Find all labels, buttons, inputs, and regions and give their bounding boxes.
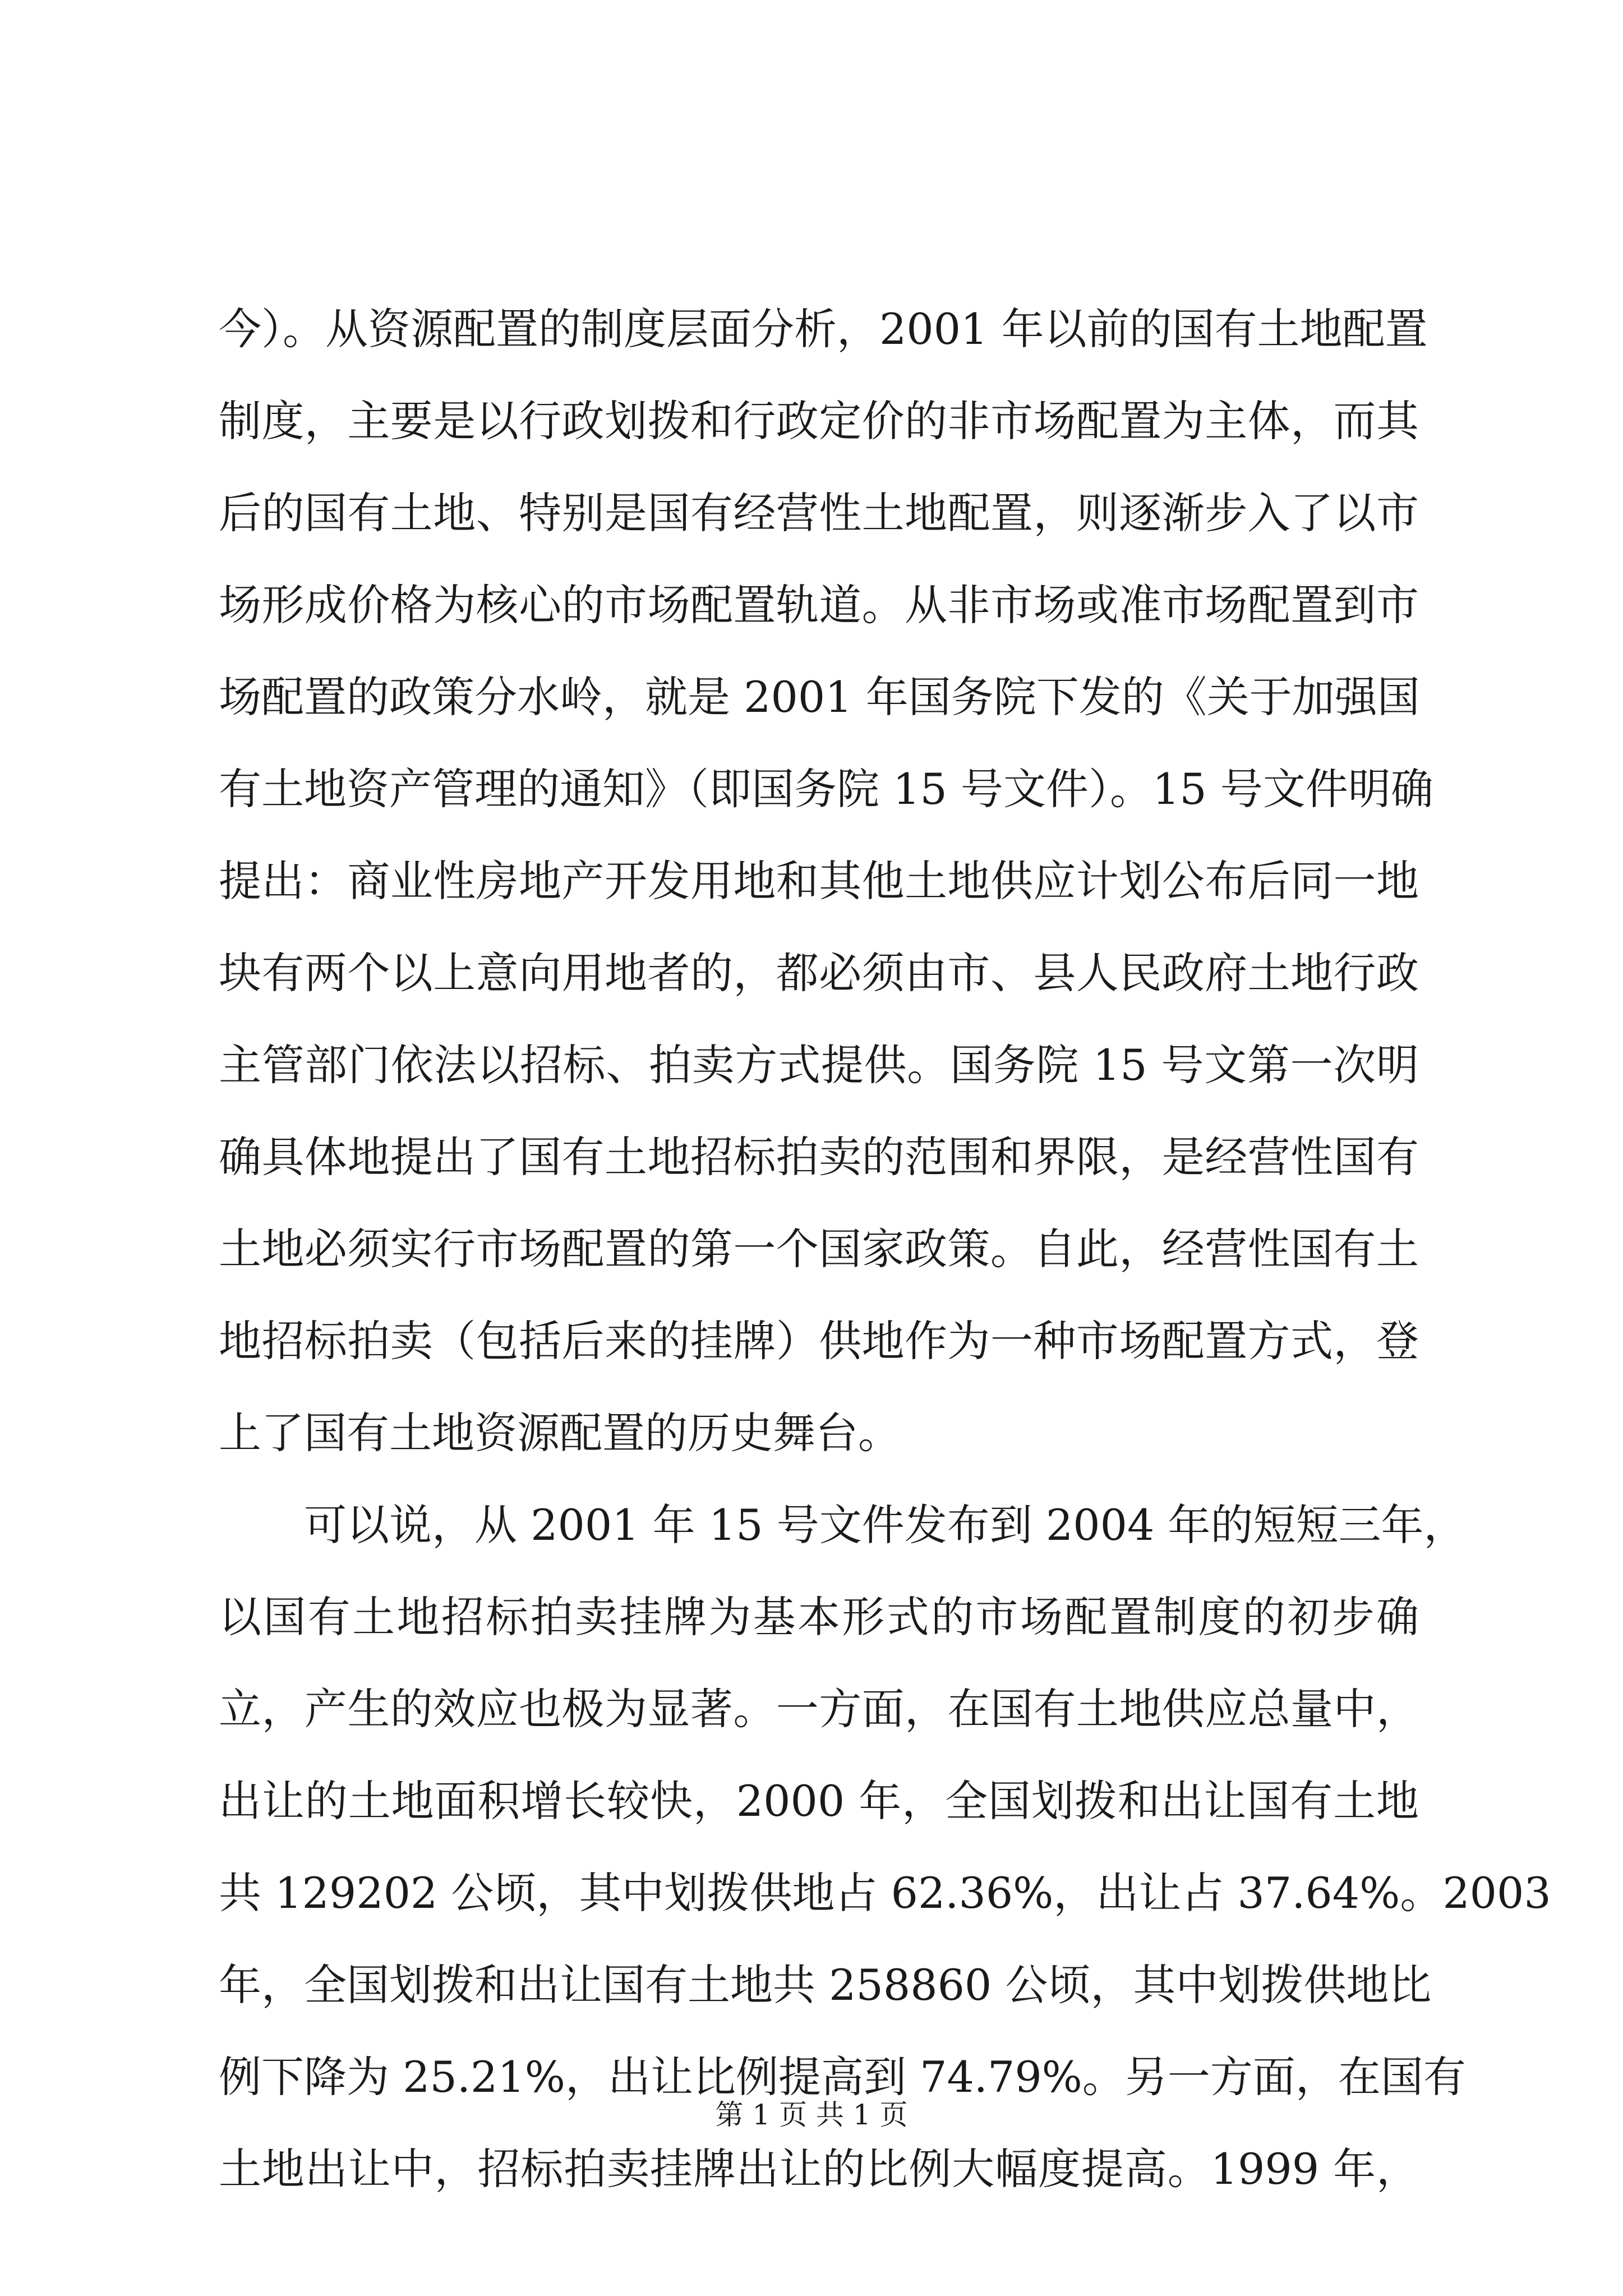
text-line: 地招标拍卖（包括后来的挂牌）供地作为一种市场配置方式，登 — [219, 1316, 1419, 1366]
text-line: 今）。从资源配置的制度层面分析，2001 年以前的国有土地配置 — [219, 304, 1428, 354]
text-line: 后的国有土地、特别是国有经营性土地配置，则逐渐步入了以市 — [219, 488, 1419, 538]
text-line: 可以说，从 2001 年 15 号文件发布到 2004 年的短短三年， — [304, 1500, 1467, 1550]
text-line: 以国有土地招标拍卖挂牌为基本形式的市场配置制度的初步确 — [219, 1592, 1419, 1642]
text-line: 上了国有土地资源配置的历史舞台。 — [219, 1408, 901, 1458]
text-line: 共 129202 公顷，其中划拨供地占 62.36%，出让占 37.64%。2003 — [219, 1868, 1551, 1918]
text-line: 有土地资产管理的通知》（即国务院 15 号文件）。15 号文件明确 — [219, 764, 1433, 814]
text-line: 出让的土地面积增长较快，2000 年，全国划拨和出让国有土地 — [219, 1776, 1419, 1826]
text-line: 土地出让中，招标拍卖挂牌出让的比例大幅度提高。1999 年， — [219, 2144, 1419, 2194]
text-line: 例下降为 25.21%，出让比例提高到 74.79%。另一方面，在国有 — [219, 2052, 1466, 2102]
text-line: 主管部门依法以招标、拍卖方式提供。国务院 15 号文第一次明 — [219, 1040, 1419, 1090]
page-footer: 第 1 页 共 1 页 — [715, 2099, 908, 2131]
paragraph — [219, 283, 1433, 1479]
text-line: 立，产生的效应也极为显著。一方面，在国有土地供应总量中， — [219, 1684, 1419, 1734]
text-line: 场形成价格为核心的市场配置轨道。从非市场或准市场配置到市 — [219, 580, 1419, 630]
text-line: 确具体地提出了国有土地招标拍卖的范围和界限，是经营性国有 — [219, 1132, 1419, 1182]
text-line: 场配置的政策分水岭，就是 2001 年国务院下发的《关于加强国 — [219, 672, 1420, 722]
text-line: 土地必须实行市场配置的第一个国家政策。自此，经营性国有土 — [219, 1224, 1419, 1274]
body-text — [219, 283, 1551, 2215]
text-line: 制度，主要是以行政划拨和行政定价的非市场配置为主体，而其 — [219, 396, 1419, 446]
text-line: 块有两个以上意向用地者的，都必须由市、县人民政府土地行政 — [219, 948, 1419, 998]
text-line: 年，全国划拨和出让国有土地共 258860 公顷，其中划拨供地比 — [219, 1960, 1432, 2010]
text-line: 提出：商业性房地产开发用地和其他土地供应计划公布后同一地 — [219, 856, 1419, 906]
